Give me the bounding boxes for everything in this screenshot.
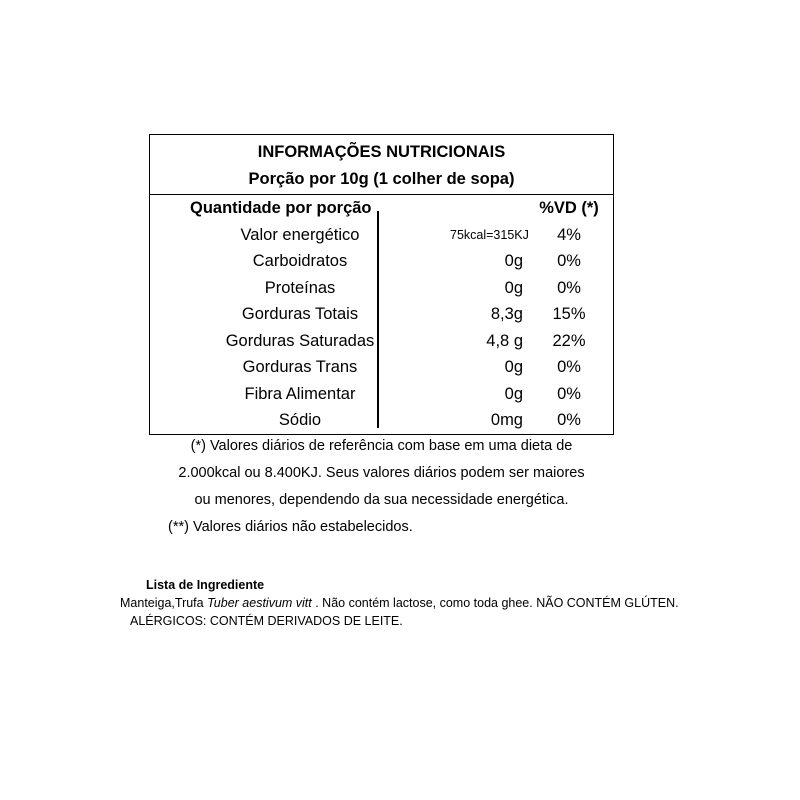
nutrient-amount: 8,3g bbox=[490, 305, 523, 324]
nutrient-name: Gorduras Saturadas bbox=[225, 331, 375, 350]
footnote-line: (*) Valores diários de referência com base em uma dieta de bbox=[190, 438, 573, 454]
ingredients-title: Lista de Ingrediente bbox=[146, 578, 265, 592]
vd-header: %VD (*) bbox=[539, 199, 599, 217]
nutrient-amount: 75kcal=315KJ bbox=[450, 228, 529, 243]
nutrient-name: Sódio bbox=[278, 411, 322, 430]
nutrient-amount: 0g bbox=[504, 252, 523, 271]
column-divider bbox=[377, 211, 379, 428]
table-row bbox=[150, 249, 613, 276]
nutrient-vd: 22% bbox=[552, 331, 586, 350]
nutrient-name: Fibra Alimentar bbox=[244, 384, 356, 403]
table-row bbox=[150, 408, 613, 435]
quantity-header: Quantidade por porção bbox=[190, 199, 372, 217]
nutrient-name: Carboidratos bbox=[252, 252, 348, 271]
nutrient-vd: 0% bbox=[557, 411, 581, 430]
table-header-row bbox=[150, 195, 613, 222]
nutrient-name: Gorduras Totais bbox=[241, 305, 359, 324]
nutrient-vd: 0% bbox=[557, 358, 581, 377]
allergens-line: ALÉRGICOS: CONTÉM DERIVADOS DE LEITE. bbox=[130, 614, 403, 628]
portion-info: Porção por 10g (1 colher de sopa) bbox=[150, 167, 613, 195]
table-row bbox=[150, 328, 613, 355]
ingredients-section bbox=[120, 576, 679, 630]
nutrient-amount: 0g bbox=[504, 358, 523, 377]
ingredients-text: . Não contém lactose, como toda ghee. NÃO CONTÉM GLÚTEN. bbox=[311, 596, 679, 610]
table-row bbox=[150, 355, 613, 382]
nutrient-amount: 0g bbox=[504, 278, 523, 297]
nutrient-name: Proteínas bbox=[264, 278, 336, 297]
ingredients-species: Tuber aestivum vitt bbox=[207, 596, 312, 610]
nutrition-table bbox=[149, 134, 614, 435]
nutrient-vd: 15% bbox=[552, 305, 586, 324]
nutrient-amount: 0g bbox=[504, 384, 523, 403]
nutrient-vd: 0% bbox=[557, 252, 581, 271]
nutrient-vd: 4% bbox=[557, 225, 581, 244]
table-row bbox=[150, 381, 613, 408]
table-row bbox=[150, 275, 613, 302]
footnotes bbox=[149, 433, 614, 541]
footnote-line: 2.000kcal ou 8.400KJ. Seus valores diários podem ser maiores bbox=[178, 465, 585, 481]
table-row bbox=[150, 302, 613, 329]
nutrient-vd: 0% bbox=[557, 384, 581, 403]
footnote-line: (**) Valores diários não estabelecidos. bbox=[168, 519, 413, 535]
table-title: INFORMAÇÕES NUTRICIONAIS bbox=[257, 143, 506, 161]
nutrient-amount: 4,8 g bbox=[486, 331, 523, 350]
nutrient-amount: 0mg bbox=[490, 411, 523, 430]
table-row bbox=[150, 222, 613, 249]
ingredients-text: Manteiga,Trufa bbox=[120, 596, 208, 610]
nutrient-name: Gorduras Trans bbox=[242, 358, 358, 377]
footnote-line: ou menores, dependendo da sua necessidade energética. bbox=[194, 492, 569, 508]
nutrient-vd: 0% bbox=[557, 278, 581, 297]
ingredients-line bbox=[120, 594, 679, 612]
nutrient-name: Valor energético bbox=[240, 225, 360, 244]
